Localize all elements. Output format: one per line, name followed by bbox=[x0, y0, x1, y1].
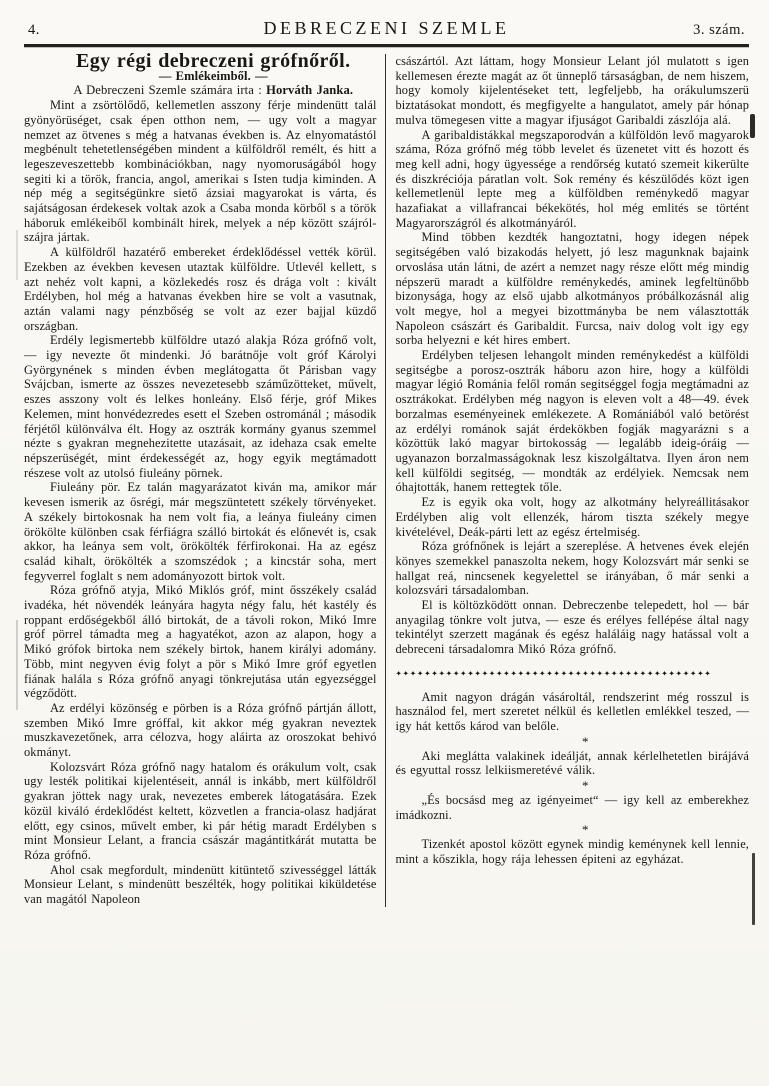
paragraph: A külföldről hazatérő embereket érdeklődéssel vették körül. Ezekben az években kevesen utaztak külföldre. Utlevél kellett, s azt nehéz volt kapni, a közlekedés rosz és drága volt : kivált Erdélyben, hol még a hatvanas években hire se volt a vasutnak, aztán valami nagy pénzbőség se volt az ezer bajjal küzdő országban. bbox=[24, 245, 377, 333]
ornament-divider-icon: ✦✦✦✦✦✦✦✦✦✦✦✦✦✦✦✦✦✦✦✦✦✦✦✦✦✦✦✦✦✦✦✦✦✦✦✦✦✦✦✦✦✦✦✦ bbox=[395, 668, 712, 678]
byline bbox=[24, 83, 377, 98]
paragraph: Erdélyben teljesen lehangolt minden reménykedést a külföldi segitségbe a porosz-osztrák háboru azon hire, hogy a külföldi magyar légió Románia felől román segitséggel fogja megtámadni az osztrákokat. Erdélyben még nagyon is eleven volt a 48—49. évek borzalmas eseményeinek emlékezete. A Romániából való betörést az erdélyi románok saját érdekökben fogják magyarázni s a közöttük lakó magyar birtokosság — legalább ideig-óráig — ugyanazon borzalmasságoknak lesz kiszolgáltatva. Ilyen áron nem kell külföldi segitség, — mondták az erdélyiek. Nemcsak nem óhajtották, hanem rettegtek tőle. bbox=[395, 348, 749, 495]
masthead bbox=[24, 12, 749, 44]
paragraph: Ez is egyik oka volt, hogy az alkotmány helyreállitásakor Erdélyben alig volt ellenzék, három tiszta székely megye kivételével, Deák-párti lett az egész értelmiség. bbox=[395, 495, 749, 539]
paragraph: Mint a zsörtölődő, kellemetlen asszony férje mindenütt talál gyönyörüséget, csak épen otthon nem, — ugy volt a magyar nemzet az ötvenes s még a hatvanas években is. Az elnyomatástól megbénult tehetetlenségében mindent a külföldről remélt, és hitt a legeszeveszettebb kombinációkban, nagy nyomoruságából hogy segiti ki a török, francia, angol, amerikai s Isten tudja kiminden. A nép még a segitségünkre siető ázsiai magyarokat is várta, és sajátságosan érdekesek voltak azok a Csaba monda körből s a török háboruk emlékeiből kombinált hirek, melyek a nép között szájról-szájra jártak. bbox=[24, 98, 377, 245]
byline-author: Horváth Janka. bbox=[266, 83, 354, 98]
aphorism: Aki meglátta valakinek ideálját, annak kérlelhetetlen birájává és egyuttal rossz lelkiismeretévé válik. bbox=[395, 748, 749, 778]
left-column bbox=[24, 50, 385, 907]
page-number: 4. bbox=[28, 22, 40, 38]
aphorism: „És bocsásd meg az igényeimet“ — igy kell az emberekhez imádkozni. bbox=[395, 793, 749, 822]
journal-title: DEBRECZENI SZEMLE bbox=[263, 18, 510, 38]
paragraph: Mind többen kezdték hangoztatni, hogy idegen népek segitségében való bizakodás helyett, jó lesz magunknak bajaink orvoslása után látni, de azért a nemzet nagy része előtt még mindig népszerü maradt a külföldre reménykedés, aminek legfeltünőbb bizonysága, hogy az első ujabb alkotmányos próbálkozásnál alig volt megye, hol a megyei bizottmányba be nem választották Napoleon császárt és Garibaldit. Furcsa, naiv dolog volt igy egy sorba helyezni e két hires embert. bbox=[395, 230, 749, 348]
article-title: Egy régi debreczeni grófnőről. bbox=[75, 50, 351, 72]
paragraph: A garibaldistákkal megszaporodván a külföldön levő magyarok száma, Róza grófnő még több levelet és üzenetet vitt és hozott és meg kell adni, hogy ügyessége a rendőrség kutató szemeit kikerülte és diszkréciója páratlan volt. Sok remény és készülődés közt igen kellemetlenül lepte meg a külföldben reménykedő magyar hazafiakat a villafrancai békekötés, hol még emlités se történt Magyarországról és alkotmányáról. bbox=[395, 127, 749, 230]
issue-number: 3. szám. bbox=[693, 22, 745, 38]
aphorism-section bbox=[396, 690, 750, 867]
paragraph: Róza grófnőnek is lejárt a szereplése. A hetvenes évek elején könyes szemekkel panaszolta nekem, hogy Kolozsvárt már senki se hallgat reá, nincsenek kegyelettel se irányában, ő már senki a kolozsvári társadalomban. bbox=[395, 539, 749, 598]
asterisk-separator: * bbox=[581, 822, 589, 838]
right-column bbox=[385, 54, 750, 907]
asterisk-separator: * bbox=[581, 778, 589, 794]
paragraph: Az erdélyi közönség e pörben is a Róza grófnő pártján állott, szemben Mikó Imre gróffal, kit akkor még gyakran neveztek muszkavezetőnek, arra célozva, hogy aláirta az oroszokat behivó okmányt. bbox=[24, 700, 377, 760]
scan-artifact bbox=[16, 230, 18, 280]
scan-artifact bbox=[752, 853, 755, 925]
paragraph: Ahol csak megfordult, mindenütt kitüntető szivességgel látták Monsieur Lelant, s mindenütt beszélték, hogy politikai kiküldetése van magától Napoleon bbox=[24, 862, 377, 907]
scan-artifact bbox=[750, 114, 755, 138]
aphorism: Tizenkét apostol között egynek mindig keménynek kell lennie, mint a kőszikla, hogy rája lehessen épiteni az egyházat. bbox=[395, 837, 749, 867]
scan-artifact bbox=[16, 620, 18, 710]
paragraph: El is költözködött onnan. Debreczenbe telepedett, hol — bár anyagilag tönkre volt jutva, — esze és erélyes fellépése által nagy tekintélyt szerzett magának és egész haláláig nagy hatással volt a debreceni társadalomra Mikó Róza grófnő. bbox=[395, 598, 749, 657]
header-rule bbox=[24, 44, 749, 47]
paragraph: Róza grófnő atyja, Mikó Miklós gróf, mint ősszékely család ivadéka, hét növendék leányára hagyta négy falu, hét kastély és roppant erdőségekből álló birtokát, de a távoli rokon, Mikó Imre gróf pörrel támadta meg a hagyatékot, azon az alapon, hogy a Mikó grófok birtoka nem székely birtok, hanem királyi adomány. Több, mint negyven évig folyt a pör s Mikó Imre gróf egyetlen fiának halála s Róza grófnő anyagi tönkrejutása után egyezséggel végződött. bbox=[24, 583, 377, 701]
article-columns bbox=[24, 50, 749, 907]
asterisk-separator: * bbox=[581, 733, 589, 749]
paragraph: Fiuleány pör. Ez talán magyarázatot kiván ma, amikor már kevesen ismerik az ősrégi, már megszüntetett székely törvényeket. A székely birtokosnak ha nem volt fia, a leánya fiuleány cimen örökölte különben csak férfiágra szálló birtokát és előnevét is, csak akkor, ha leánya sem volt, örökölték férfirokonai. Ha az egész család kihalt, örökölték a szomszédok ; a kincstár soha, mert fegyverrel foglalt s nem adományozott birtok volt. bbox=[24, 480, 377, 583]
byline-prefix: A Debreczeni Szemle számára irta : bbox=[73, 83, 267, 98]
article-subtitle: — Emlékeimből. — bbox=[158, 68, 268, 83]
paragraph: Erdély legismertebb külföldre utazó alakja Róza grófnő volt, — igy nevezte őt mindenki. Jó barátnője volt gróf Károlyi Györgynének s minden évben meglátogatta őt Párisban vagy Svájcban, ismerte az összes nevezetesebb száműzötteket, művelt, eszes asszony volt és lelkes honleány. Első férje, gróf Mikes Kelemen, mint honvédezredes esett el Szeben ostrománál ; második férjétől különválva élt. Hogy az osztrák kormány gyanus szemmel nézte s gyakran megnehezitette utazásait, az idehaza csak emelte népszerüségét, mint érdekességét az, hogy egyik megtámadott részese volt az utolsó fiuleány pörnek. bbox=[24, 333, 377, 480]
paragraph-continuation: császártól. Azt láttam, hogy Monsieur Lelant jól mulatott s igen kellemesen érezte magát az őt ünneplő társaságban, de nem hiszem, hogy komoly kijelentéseket tett, legfeljebb, ha orákulumszerü biztatásokat mondott, és megfigyelte a hangulatot, amely pár hónap mulva tömegesen vitte a magyar ifjuságot Garibaldi zászlója alá. bbox=[395, 54, 749, 127]
paragraph: Kolozsvárt Róza grófnő nagy hatalom és orákulum volt, csak ugy lesték politikai kijelentéseit, annál is inkább, mert külföldről gyakran jöttek nagy urak, nevezetes emberek látogatására. Ezek közül kiváló érdeklődést keltett, közvetlen a francia-olasz hadjárat előtt, egy csinos, művelt ember, ki pár hétig maradt Erdélyben s mint Monsieur Lelant, a francia császár magántitkárát mutatta be Róza grófnő. bbox=[24, 759, 377, 862]
aphorism: Amit nagyon drágán vásároltál, rendszerint még rosszul is használod fel, mert szeretet nélkül és kelletlen emlékkel teszed, — igy hát kettős károd van belőle. bbox=[395, 689, 749, 733]
